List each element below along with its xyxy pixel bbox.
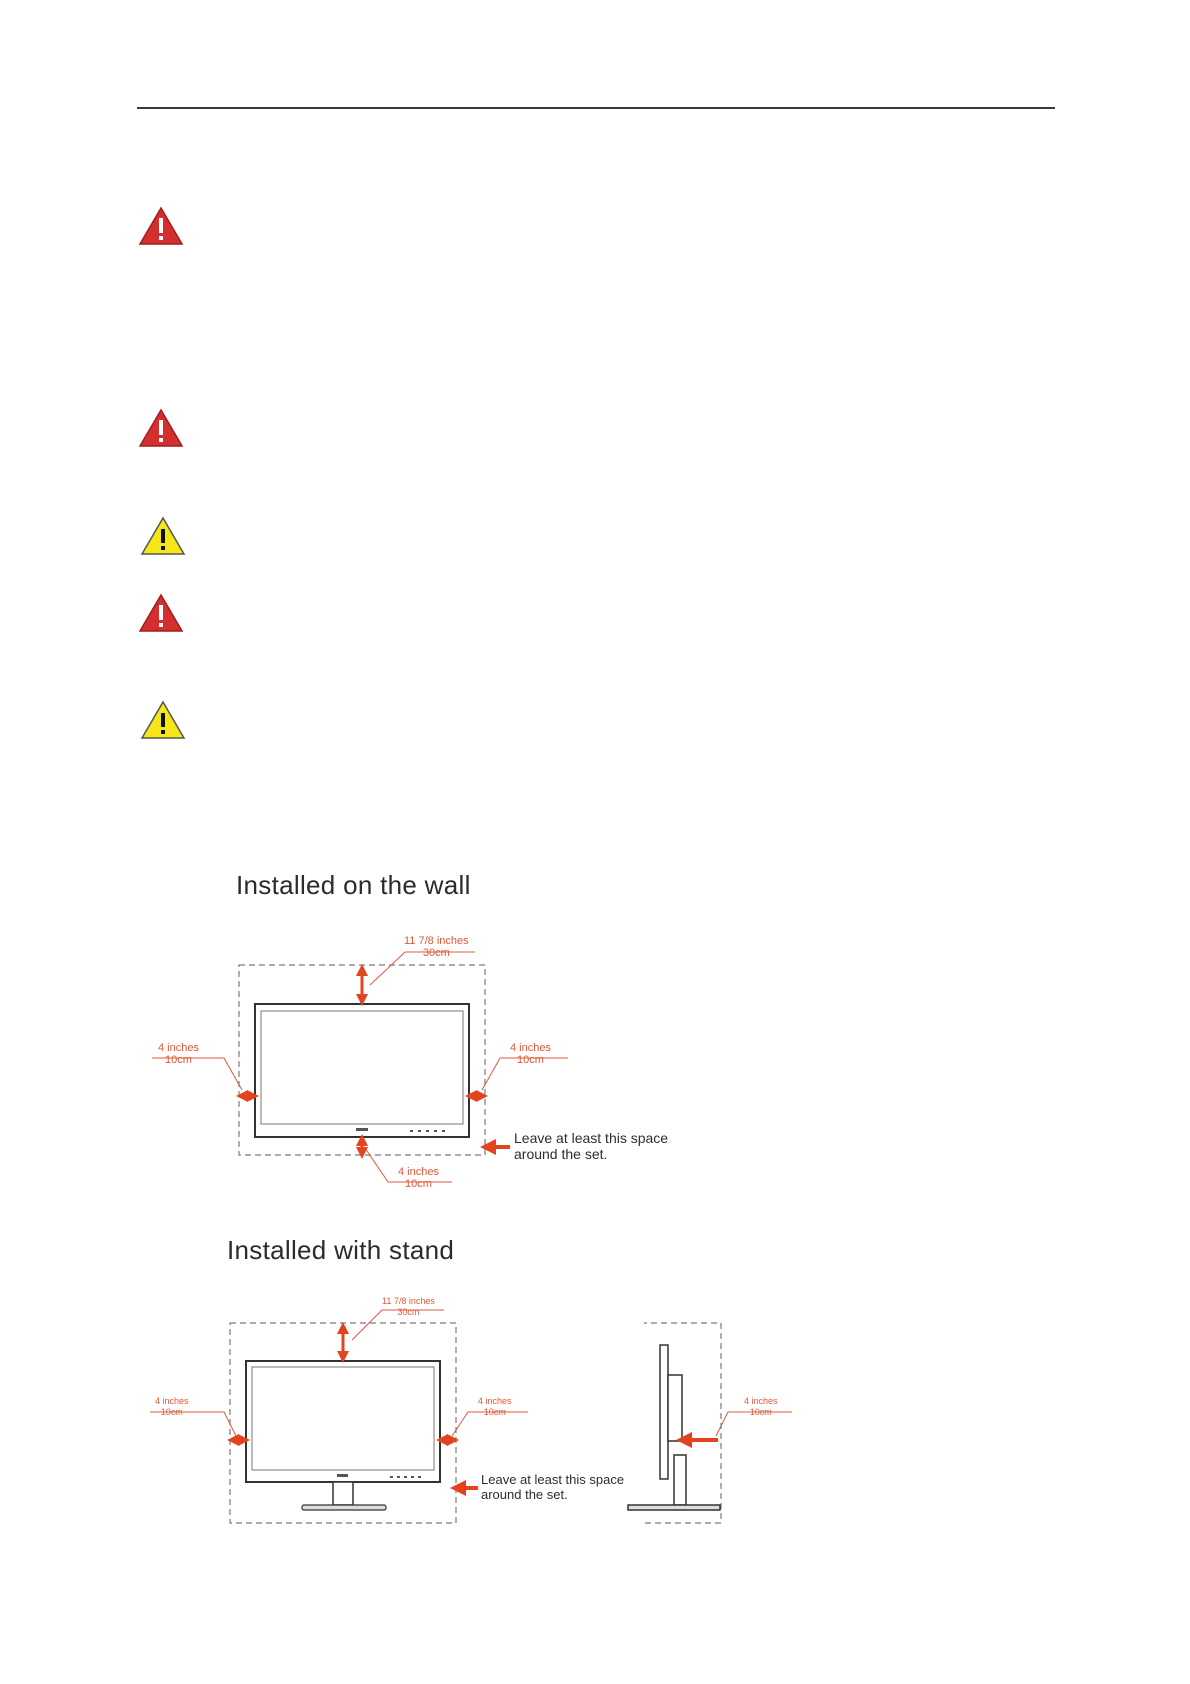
stand-clearance-note: Leave at least this space around the set.	[481, 1472, 625, 1502]
wall-bottom-dimension: 4 inches 10cm	[398, 1166, 439, 1190]
side-dimension: 4 inches 10cm	[744, 1396, 778, 1417]
wall-monitor-screen	[261, 1011, 463, 1124]
stand-top-dimension: 11 7/8 inches 30cm	[382, 1296, 435, 1317]
wall-right-dimension: 4 inches 10cm	[510, 1042, 551, 1066]
wall-clearance-note: Leave at least this space around the set.	[514, 1130, 669, 1162]
wall-section-title: Installed on the wall	[236, 870, 471, 900]
stand-neck	[333, 1482, 353, 1505]
stand-monitor-screen	[252, 1367, 434, 1470]
stand-section-title: Installed with stand	[227, 1235, 455, 1265]
stand-left-dimension: 4 inches 10cm	[155, 1396, 189, 1417]
wall-monitor-logo	[356, 1128, 368, 1131]
wall-left-dimension: 4 inches 10cm	[158, 1042, 199, 1066]
wall-top-dimension: 11 7/8 inches 30cm	[404, 935, 469, 959]
stand-monitor-logo	[337, 1474, 348, 1477]
stand-base	[302, 1505, 386, 1510]
stand-right-dimension: 4 inches 10cm	[478, 1396, 512, 1417]
